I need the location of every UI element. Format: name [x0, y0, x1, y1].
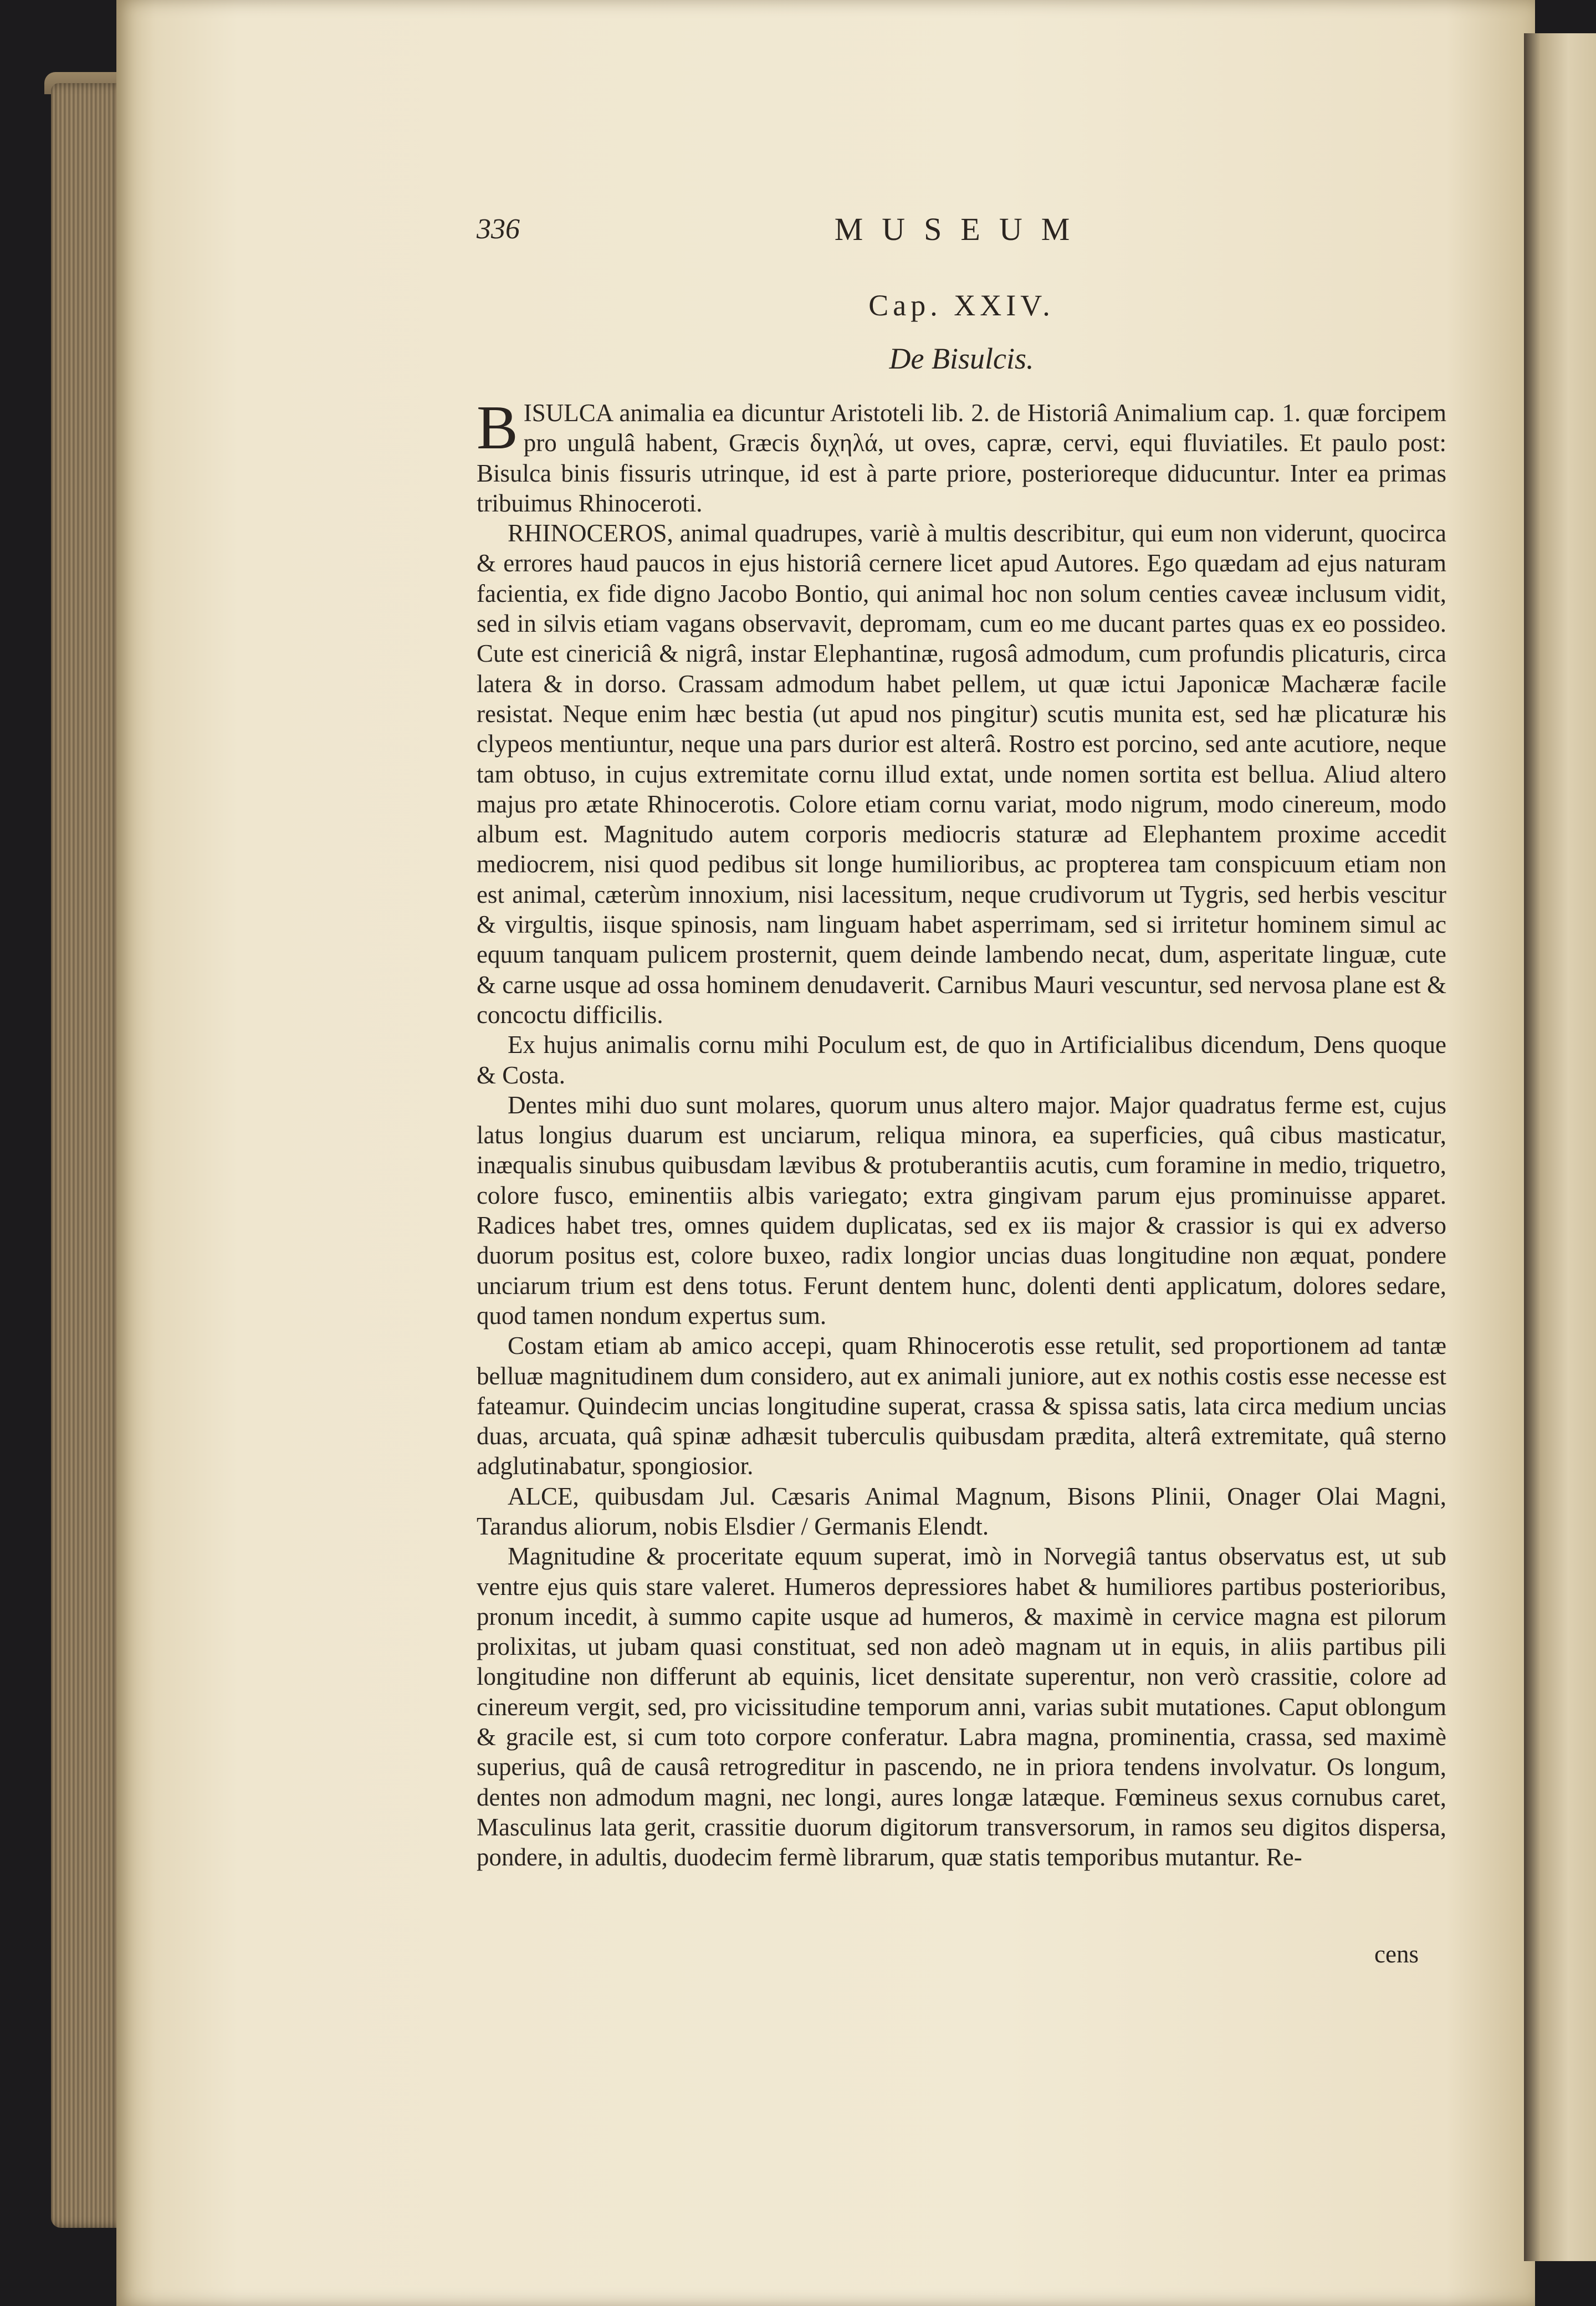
catchword: cens: [1374, 1940, 1419, 1968]
running-title: MUSEUM: [834, 211, 1089, 247]
paragraph-4: Dentes mihi duo sunt molares, quorum unus altero major. Major quadratus ferme est, cujus latus longius duarum est unciarum, reliqua minora, ea superficies, quâ cibus masticatur, inæqualis sinubus quibusdam lævibus & protuberantiis acutis, cum foramine in medio, triquetro, colore fusco, eminentiis albis variegato; extra gingivam parum ejus prominuisse apparet. Radices habet tres, omnes quidem duplicatas, sed ex iis major & crassior is qui ex adverso duorum positus est, colore buxeo, radix longior uncias duas longitudine non æquat, pondere unciarum trium est dens totus. Ferunt dentem hunc, dolenti denti applicatum, dolores sedare, quod tamen nondum expertus sum.: [477, 1091, 1446, 1330]
paragraph-5: Costam etiam ab amico accepi, quam Rhinocerotis esse retulit, sed proportionem ad tantæ belluæ magnitudinem dum considero, aut ex animali juniore, aut ex nothis costis esse necesse est fateamur. Quindecim uncias longitudine superat, crassa & spissa satis, lata circa medium uncias duas, arcuata, quâ spinæ adhæsit tuberculis quibusdam prædita, alterâ extremitate, quâ sterno adglutinabatur, spongiosior.: [477, 1332, 1446, 1480]
paragraph-3: Ex hujus animalis cornu mihi Poculum est, de quo in Artificialibus dicendum, Dens quoque & Costa.: [477, 1031, 1446, 1089]
drop-cap: B: [477, 393, 518, 462]
paragraph-1-text: ISULCA animalia ea dicuntur Aristoteli lib. 2. de Historiâ Animalium cap. 1. quæ forcipem pro ungulâ habent, Græcis διχηλά, ut oves, capræ, cervi, equi fluviatiles. Et paulo post: Bisulca binis fissuris utrinque, id est à parte priore, posterioreque diducuntur. Inter ea primas tribuimus Rhinoceroti.: [477, 399, 1446, 517]
paragraph-7: Magnitudine & proceritate equum superat, imò in Norvegiâ tantus observatus est, ut sub ventre ejus quis stare valeret. Humeros depressiores habet & humiliores partibus posterioribus, pronum incedit, à summo capite usque ad humeros, & maximè in cervice magna est pilorum prolixitas, ut jubam quasi constituat, sed non adeò magnam ut in equis, in aliis partibus pili longitudine non differunt ab equinis, licet densitate superentur, non verò crassitie, colore ad cinereum vergit, sed, pro vicissitudine temporum anni, varias subit mutationes. Caput oblongum & gracile est, si cum toto corpore conferatur. Labra magna, prominentia, crassa, sed maximè superius, quâ de causâ retrogreditur in pascendo, ne in priora tendens involvatur. Os longum, dentes non admodum magni, nec longi, aures longæ latæque. Fœmineus sexus cornubus caret, Masculinus lata gerit, crassitie duorum digitorum transversorum, in ramos seu digitos dispersa, pondere, in adultis, duodecim fermè librarum, quæ statis temporibus mutantur. Re-: [477, 1542, 1446, 1872]
paragraph-1: [477, 393, 1446, 518]
chapter-heading: Cap. XXIV.: [868, 289, 1055, 322]
body-text: [477, 393, 1446, 2227]
page-number: 336: [477, 213, 520, 245]
running-head: [477, 211, 1446, 255]
page-block-edge: [51, 83, 123, 2228]
paragraph-6: ALCE, quibusdam Jul. Cæsaris Animal Magnum, Bisons Plinii, Onager Olai Magni, Tarandus aliorum, nobis Elsdier / Germanis Elendt.: [477, 1482, 1446, 1540]
next-page-edge: [1524, 33, 1596, 2261]
paragraph-2: RHINOCEROS, animal quadrupes, variè à multis describitur, qui eum non viderunt, quocirca & errores haud paucos in ejus historiâ cernere licet apud Autores. Ego quædam ad ejus naturam facientia, ex fide digno Jacobo Bontio, qui animal hoc non solum centies caveæ inclusum vidit, sed in silvis etiam vagans observavit, depromam, cum eo me ducant partes quas ex eo possideo. Cute est cinericiâ & nigrâ, instar Elephantinæ, rugosâ admodum, cum profundis plicaturis, circa latera & in dorso. Crassam admodum habet pellem, ut quæ ictui Japonicæ Machæræ facile resistat. Neque enim hæc bestia (ut apud nos pingitur) scutis munita est, sed hæ plicaturæ his clypeos mentiuntur, neque una pars durior est alterâ. Rostro est porcino, sed ante acutiore, neque tam obtuso, in cujus extremitate cornu illud extat, unde nomen sortita est bellua. Aliud altero majus pro ætate Rhinocerotis. Colore etiam cornu variat, modo nigrum, modo cinereum, modo album est. Magnitudo autem corporis mediocris staturæ ad Elephantem proxime accedit mediocrem, nisi quod pedibus sit longe humilioribus, ac propterea tam conspicuum etiam non est animal, cæterùm innoxium, nisi lacessitum, neque crudivorum ut Tygris, sed herbis vescitur & virgultis, iisque spinosis, nam linguam habet asperrimam, sed si irritetur hominem simul ac equum tanquam pulicem prosternit, quem deinde lambendo necat, dum, asperitate linguæ, cute & carne usque ad ossa hominem denudaverit. Carnibus Mauri vescuntur, sed nervosa plane est & concoctu difficilis.: [477, 519, 1446, 1029]
chapter-subtitle: De Bisulcis.: [889, 342, 1034, 375]
